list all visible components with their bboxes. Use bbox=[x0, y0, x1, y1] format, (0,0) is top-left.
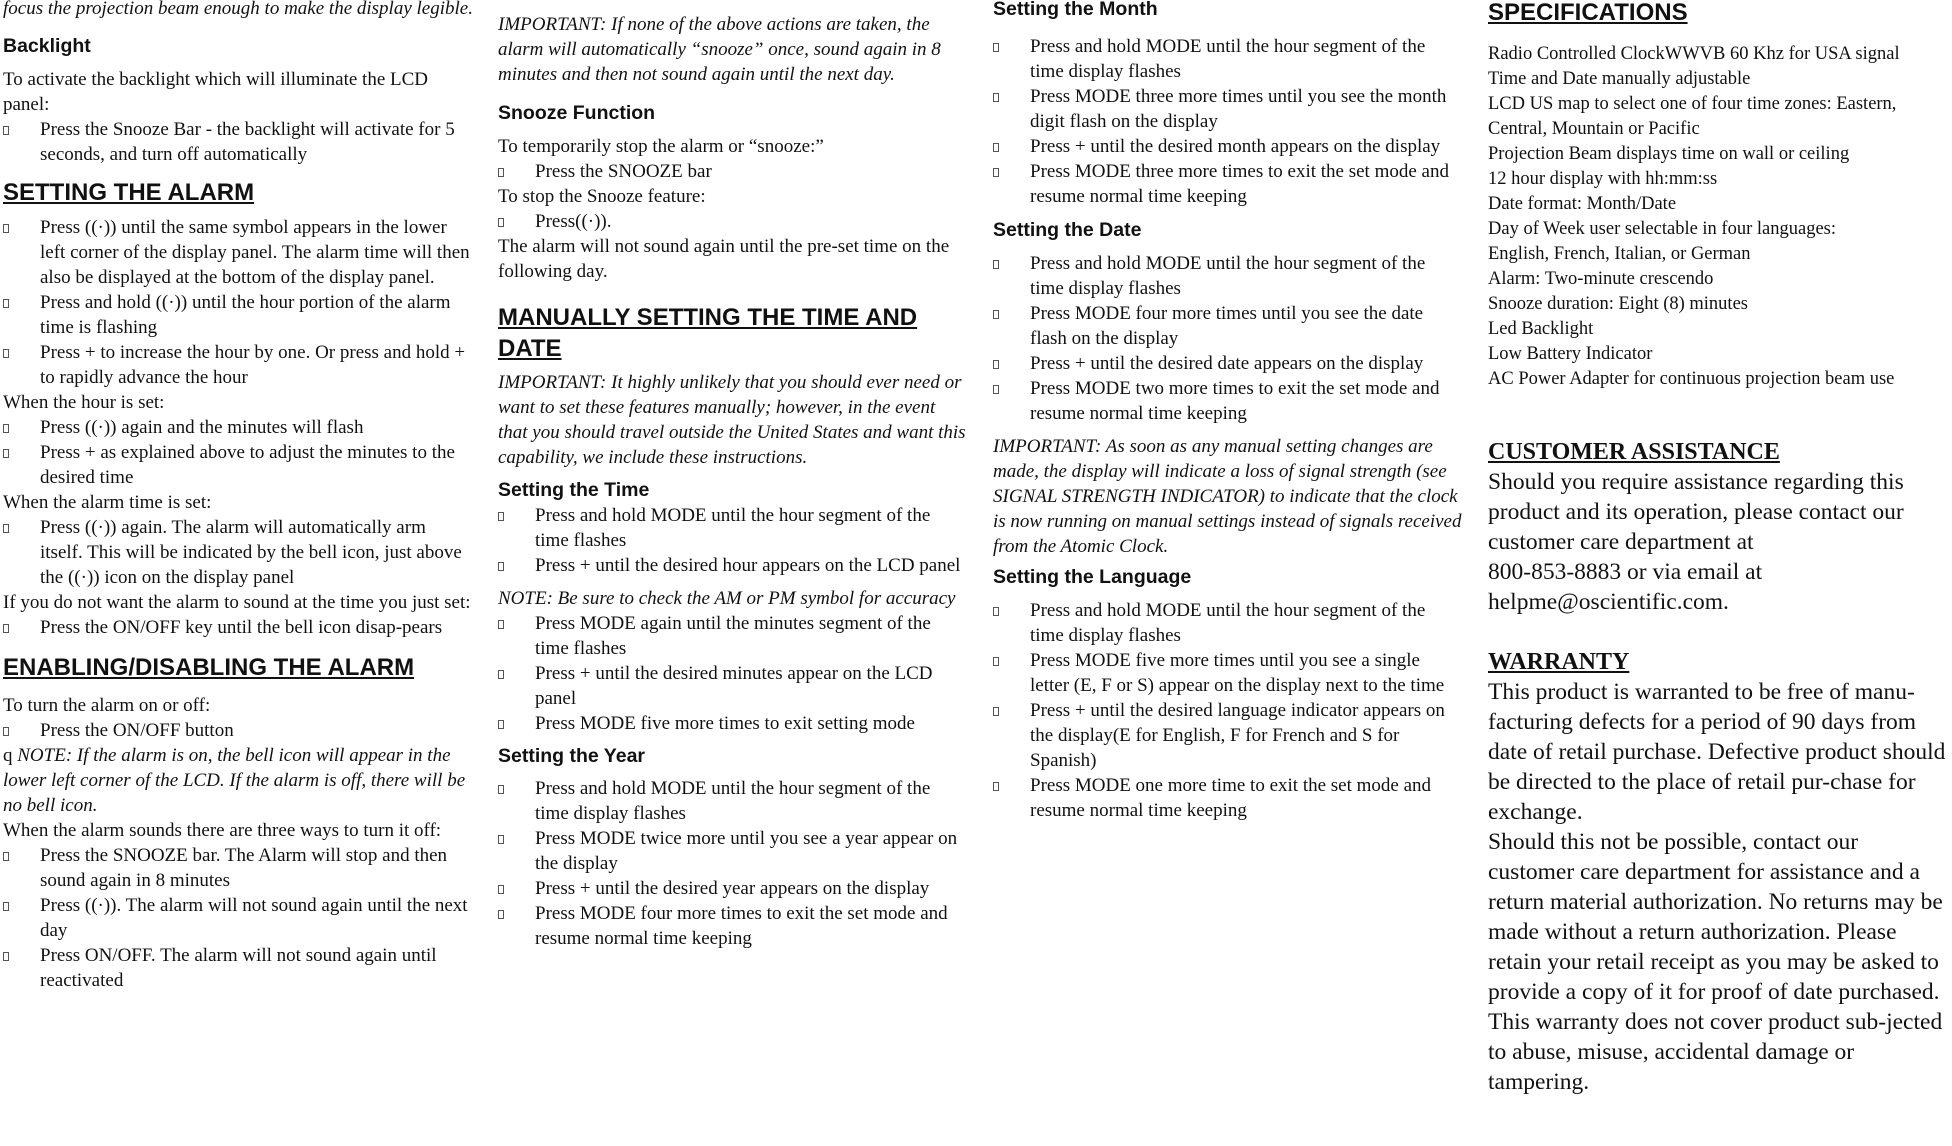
list-item: Press((·)). bbox=[498, 209, 968, 234]
list-item: Press + until the desired language indicator appears on the display(E for English, F for French and S for Spanish) bbox=[993, 698, 1463, 773]
warranty-text-2: Should this not be possible, contact our customer care department for assistance and a return material authorization. No returns may be made without a return authorization. Please retain your retail receipt as you may be asked to provide a copy of it for proof of date purchased. bbox=[1488, 829, 1943, 1005]
spec-line: Low Battery Indicator bbox=[1488, 344, 1653, 364]
list-item: Press MODE four more times until you see the date flash on the display bbox=[993, 301, 1463, 351]
important-note-3: IMPORTANT: As soon as any manual setting changes are made, the display will indicate a loss of signal strength (see SIGNAL STRENGTH INDICATOR) to indicate that the clock is now running on manual settings instead of signals received from the Atomic Clock. bbox=[993, 436, 1462, 557]
list-item: Press and hold MODE until the hour segment of the time display flashes bbox=[993, 251, 1463, 301]
spec-line: AC Power Adapter for continuous projection beam use bbox=[1488, 369, 1895, 389]
warranty-text-3: This warranty does not cover product sub-jected to abuse, misuse, accidental damage or tampering. bbox=[1488, 1009, 1943, 1095]
list-item: Press MODE five more times to exit setting mode bbox=[498, 711, 968, 736]
note-text: NOTE: If the alarm is on, the bell icon will appear in the lower left corner of the LCD. If the alarm is off, there will be no bell icon. bbox=[3, 745, 466, 816]
no-sound-until-text: The alarm will not sound again until the pre-set time on the following day. bbox=[498, 236, 950, 282]
spec-line: Projection Beam displays time on wall or ceiling bbox=[1488, 144, 1850, 164]
list-item: Press MODE four more times to exit the set mode and resume normal time keeping bbox=[498, 901, 968, 951]
list-item: Press the ON/OFF button bbox=[3, 718, 473, 743]
list-item: Press ((·)). The alarm will not sound again until the next day bbox=[3, 893, 473, 943]
list-item: Press and hold ((·)) until the hour portion of the alarm time is flashing bbox=[3, 290, 473, 340]
column-2 bbox=[498, 0, 968, 951]
three-ways-text: When the alarm sounds there are three ways to turn it off: bbox=[3, 820, 442, 841]
list-item: Press MODE three more times until you see the month digit flash on the display bbox=[993, 84, 1463, 134]
important-note-1: IMPORTANT: If none of the above actions are taken, the alarm will automatically “snooze” once, sound again in 8 minutes and then not sound again until the next day. bbox=[498, 14, 941, 85]
spec-line: Time and Date manually adjustable bbox=[1488, 69, 1751, 89]
list-item: Press the Snooze Bar - the backlight will activate for 5 seconds, and turn off automatically bbox=[3, 117, 473, 167]
spec-line: Snooze duration: Eight (8) minutes bbox=[1488, 294, 1748, 314]
list-item: Press the SNOOZE bar bbox=[498, 159, 968, 184]
list-item: Press + as explained above to adjust the minutes to the desired time bbox=[3, 440, 473, 490]
list-item: Press MODE again until the minutes segment of the time flashes bbox=[498, 611, 968, 661]
spec-line: Alarm: Two-minute crescendo bbox=[1488, 269, 1714, 289]
list-item: Press MODE one more time to exit the set mode and resume normal time keeping bbox=[993, 773, 1463, 823]
spec-line: Day of Week user selectable in four languages: bbox=[1488, 219, 1836, 239]
backlight-heading: Backlight bbox=[3, 35, 91, 57]
list-item: Press ((·)) again and the minutes will flash bbox=[3, 415, 473, 440]
list-item: Press the SNOOZE bar. The Alarm will stop and then sound again in 8 minutes bbox=[3, 843, 473, 893]
month-heading: Setting the Month bbox=[993, 0, 1158, 20]
list-item: Press + until the desired minutes appear on the LCD panel bbox=[498, 661, 968, 711]
spec-line: Date format: Month/Date bbox=[1488, 194, 1677, 214]
time-heading: Setting the Time bbox=[498, 479, 650, 501]
year-heading: Setting the Year bbox=[498, 745, 646, 767]
spec-line: 12 hour display with hh:mm:ss bbox=[1488, 169, 1718, 189]
important-note-2: IMPORTANT: It highly unlikely that you should ever need or want to set these features manually; however, in the event that you should travel outside the United States and want this capability, we include these instructions. bbox=[498, 372, 966, 468]
column-4 bbox=[1488, 0, 1950, 1097]
warranty-text-1: This product is warranted to be free of manu-facturing defects for a period of 90 days from date of retail purchase. Defective product should be directed to the place of retail pur-chase for exchange. bbox=[1488, 679, 1946, 825]
setting-alarm-heading: SETTING THE ALARM bbox=[3, 179, 255, 206]
customer-contact: 800-853-8883 or via email at helpme@oscientific.com. bbox=[1488, 559, 1763, 615]
note-mark: q bbox=[3, 745, 13, 766]
specifications-list bbox=[1488, 42, 1950, 392]
enabling-heading: ENABLING/DISABLING THE ALARM bbox=[3, 654, 415, 681]
backlight-text: To activate the backlight which will illuminate the LCD panel: bbox=[3, 69, 429, 115]
list-item: Press MODE three more times to exit the set mode and resume normal time keeping bbox=[993, 159, 1463, 209]
specifications-heading: SPECIFICATIONS bbox=[1488, 0, 1688, 26]
language-heading: Setting the Language bbox=[993, 566, 1192, 588]
list-item: Press and hold MODE until the hour segment of the time flashes bbox=[498, 503, 968, 553]
intro-text: focus the projection beam enough to make the display legible. bbox=[3, 0, 473, 19]
warranty-heading: WARRANTY bbox=[1488, 649, 1630, 675]
column-1 bbox=[3, 0, 473, 993]
manual-heading: MANUALLY SETTING THE TIME AND DATE bbox=[498, 304, 918, 362]
list-item: Press ON/OFF. The alarm will not sound again until reactivated bbox=[3, 943, 473, 993]
list-item: Press ((·)) until the same symbol appears in the lower left corner of the display panel. The alarm time will then also be displayed at the bottom of the display panel. bbox=[3, 215, 473, 290]
list-item: Press + until the desired month appears on the display bbox=[993, 134, 1463, 159]
column-3 bbox=[993, 0, 1463, 823]
date-heading: Setting the Date bbox=[993, 219, 1142, 241]
ampm-note: NOTE: Be sure to check the AM or PM symbol for accuracy bbox=[498, 588, 956, 609]
alarm-note bbox=[3, 743, 473, 818]
snooze-text: To temporarily stop the alarm or “snooze:” bbox=[498, 136, 824, 157]
turn-on-off-text: To turn the alarm on or off: bbox=[3, 695, 211, 716]
list-item: Press + until the desired year appears on the display bbox=[498, 876, 968, 901]
spec-line: Radio Controlled ClockWWVB 60 Khz for USA signal bbox=[1488, 44, 1900, 64]
alarm-time-set-text: When the alarm time is set: bbox=[3, 492, 212, 513]
list-item: Press and hold MODE until the hour segment of the time display flashes bbox=[993, 598, 1463, 648]
list-item: Press and hold MODE until the hour segment of the time display flashes bbox=[993, 34, 1463, 84]
stop-snooze-text: To stop the Snooze feature: bbox=[498, 186, 706, 207]
list-item: Press and hold MODE until the hour segment of the time display flashes bbox=[498, 776, 968, 826]
spec-line: Led Backlight bbox=[1488, 319, 1594, 339]
no-sound-text: If you do not want the alarm to sound at the time you just set: bbox=[3, 592, 471, 613]
list-item: Press + until the desired hour appears on the LCD panel bbox=[498, 553, 968, 578]
customer-text: Should you require assistance regarding this product and its operation, please contact our customer care department at bbox=[1488, 469, 1904, 555]
hour-set-text: When the hour is set: bbox=[3, 392, 165, 413]
list-item: Press + to increase the hour by one. Or press and hold + to rapidly advance the hour bbox=[3, 340, 473, 390]
customer-assistance-heading: CUSTOMER ASSISTANCE bbox=[1488, 439, 1780, 465]
spec-line: Central, Mountain or Pacific bbox=[1488, 119, 1700, 139]
list-item: Press + until the desired date appears on the display bbox=[993, 351, 1463, 376]
spec-line: LCD US map to select one of four time zones: Eastern, bbox=[1488, 94, 1897, 114]
list-item: Press MODE five more times until you see a single letter (E, F or S) appear on the display next to the time bbox=[993, 648, 1463, 698]
list-item: Press the ON/OFF key until the bell icon disap-pears bbox=[3, 615, 473, 640]
snooze-heading: Snooze Function bbox=[498, 102, 656, 124]
list-item: Press MODE two more times to exit the set mode and resume normal time keeping bbox=[993, 376, 1463, 426]
list-item: Press ((·)) again. The alarm will automatically arm itself. This will be indicated by the bell icon, just above the ((·)) icon on the display panel bbox=[3, 515, 473, 590]
list-item: Press MODE twice more until you see a year appear on the display bbox=[498, 826, 968, 876]
spec-line: English, French, Italian, or German bbox=[1488, 244, 1751, 264]
